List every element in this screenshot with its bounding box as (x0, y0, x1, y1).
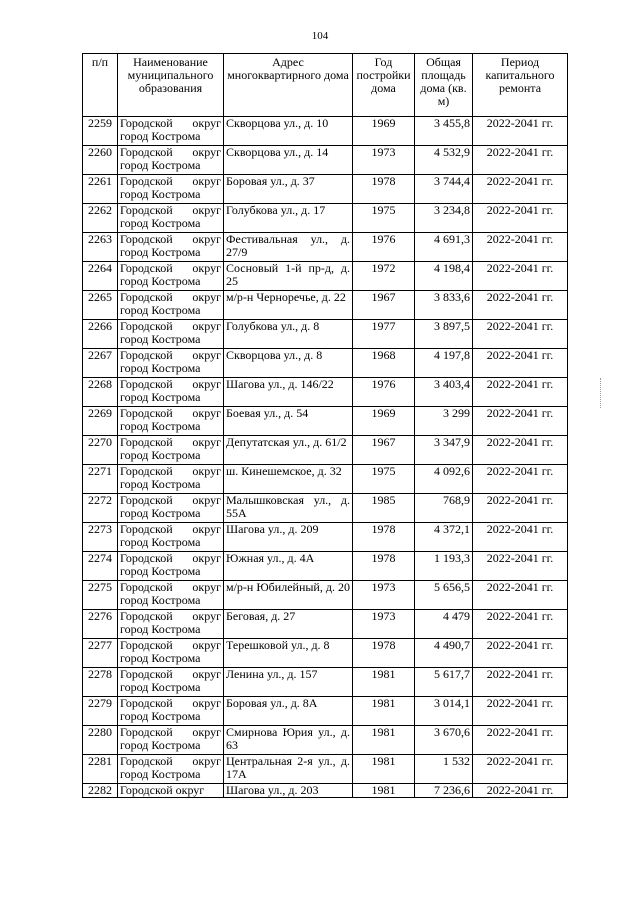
table-row (83, 175, 568, 204)
cell-period: 2022-2041 гг. (473, 552, 568, 581)
cell-period: 2022-2041 гг. (473, 436, 568, 465)
cell-period: 2022-2041 гг. (473, 726, 568, 755)
cell-address: Шагова ул., д. 209 (224, 523, 353, 552)
cell-num: 2277 (83, 639, 118, 668)
cell-period: 2022-2041 гг. (473, 465, 568, 494)
cell-year: 1985 (353, 494, 415, 523)
cell-num: 2262 (83, 204, 118, 233)
cell-municipality: Городской округ (118, 784, 224, 798)
cell-year: 1976 (353, 378, 415, 407)
cell-area: 4 372,1 (415, 523, 473, 552)
cell-num: 2263 (83, 233, 118, 262)
cell-area: 7 236,6 (415, 784, 473, 798)
cell-municipality: Городской округ город Кострома (118, 436, 224, 465)
cell-municipality: Городской округ город Кострома (118, 697, 224, 726)
cell-year: 1968 (353, 349, 415, 378)
cell-area: 3 014,1 (415, 697, 473, 726)
cell-area: 3 299 (415, 407, 473, 436)
cell-year: 1969 (353, 407, 415, 436)
table-row (83, 262, 568, 291)
table-row (83, 117, 568, 146)
cell-address: Депутатская ул., д. 61/2 (224, 436, 353, 465)
header-num: п/п (83, 54, 118, 117)
cell-area: 4 197,8 (415, 349, 473, 378)
table-row (83, 639, 568, 668)
table-row (83, 291, 568, 320)
cell-address: Шагова ул., д. 203 (224, 784, 353, 798)
cell-year: 1973 (353, 610, 415, 639)
cell-period: 2022-2041 гг. (473, 610, 568, 639)
cell-year: 1975 (353, 204, 415, 233)
table-row (83, 436, 568, 465)
cell-municipality: Городской округ город Кострома (118, 610, 224, 639)
table-row (83, 494, 568, 523)
cell-period: 2022-2041 гг. (473, 784, 568, 798)
cell-address: Боевая ул., д. 54 (224, 407, 353, 436)
cell-municipality: Городской округ город Кострома (118, 378, 224, 407)
cell-year: 1967 (353, 291, 415, 320)
page-number: 104 (311, 30, 329, 42)
cell-area: 3 897,5 (415, 320, 473, 349)
cell-period: 2022-2041 гг. (473, 668, 568, 697)
cell-year: 1972 (353, 262, 415, 291)
cell-period: 2022-2041 гг. (473, 494, 568, 523)
cell-address: Сосновый 1-й пр-д, д. 25 (224, 262, 353, 291)
cell-num: 2265 (83, 291, 118, 320)
cell-municipality: Городской округ город Кострома (118, 668, 224, 697)
cell-area: 1 532 (415, 755, 473, 784)
cell-num: 2270 (83, 436, 118, 465)
cell-area: 3 744,4 (415, 175, 473, 204)
cell-year: 1981 (353, 755, 415, 784)
cell-area: 3 403,4 (415, 378, 473, 407)
cell-num: 2259 (83, 117, 118, 146)
cell-year: 1969 (353, 117, 415, 146)
cell-address: м/р-н Черноречье, д. 22 (224, 291, 353, 320)
cell-num: 2276 (83, 610, 118, 639)
cell-municipality: Городской округ город Кострома (118, 291, 224, 320)
cell-num: 2282 (83, 784, 118, 798)
cell-address: Скворцова ул., д. 8 (224, 349, 353, 378)
cell-num: 2281 (83, 755, 118, 784)
cell-address: ш. Кинешемское, д. 32 (224, 465, 353, 494)
cell-municipality: Городской округ город Кострома (118, 494, 224, 523)
header-address: Адрес многоквартирного дома (224, 54, 353, 117)
cell-address: Боровая ул., д. 37 (224, 175, 353, 204)
cell-municipality: Городской округ город Кострома (118, 407, 224, 436)
cell-year: 1978 (353, 523, 415, 552)
cell-year: 1977 (353, 320, 415, 349)
cell-num: 2266 (83, 320, 118, 349)
cell-year: 1981 (353, 784, 415, 798)
cell-year: 1978 (353, 639, 415, 668)
table-row (83, 755, 568, 784)
cell-address: Фестивальная ул., д. 27/9 (224, 233, 353, 262)
cell-address: Скворцова ул., д. 14 (224, 146, 353, 175)
cell-period: 2022-2041 гг. (473, 291, 568, 320)
table-row (83, 523, 568, 552)
cell-num: 2261 (83, 175, 118, 204)
cell-area: 1 193,3 (415, 552, 473, 581)
table-row (83, 349, 568, 378)
cell-municipality: Городской округ город Кострома (118, 146, 224, 175)
cell-area: 768,9 (415, 494, 473, 523)
cell-address: Голубкова ул., д. 8 (224, 320, 353, 349)
header-year: Год постройки дома (353, 54, 415, 117)
cell-num: 2268 (83, 378, 118, 407)
cell-address: Ленина ул., д. 157 (224, 668, 353, 697)
cell-address: Малышковская ул., д. 55А (224, 494, 353, 523)
cell-address: Беговая, д. 27 (224, 610, 353, 639)
cell-address: Шагова ул., д. 146/22 (224, 378, 353, 407)
cell-num: 2279 (83, 697, 118, 726)
cell-period: 2022-2041 гг. (473, 262, 568, 291)
cell-municipality: Городской округ город Кострома (118, 117, 224, 146)
cell-area: 5 656,5 (415, 581, 473, 610)
cell-num: 2267 (83, 349, 118, 378)
cell-area: 3 455,8 (415, 117, 473, 146)
cell-address: Центральная 2-я ул., д. 17А (224, 755, 353, 784)
cell-municipality: Городской округ город Кострома (118, 552, 224, 581)
cell-period: 2022-2041 гг. (473, 204, 568, 233)
cell-address: Южная ул., д. 4А (224, 552, 353, 581)
cell-num: 2271 (83, 465, 118, 494)
cell-period: 2022-2041 гг. (473, 349, 568, 378)
cell-area: 3 670,6 (415, 726, 473, 755)
cell-municipality: Городской округ город Кострома (118, 465, 224, 494)
cell-period: 2022-2041 гг. (473, 407, 568, 436)
cell-year: 1981 (353, 697, 415, 726)
cell-num: 2273 (83, 523, 118, 552)
cell-municipality: Городской округ город Кострома (118, 233, 224, 262)
cell-year: 1978 (353, 552, 415, 581)
cell-period: 2022-2041 гг. (473, 320, 568, 349)
cell-area: 3 234,8 (415, 204, 473, 233)
cell-municipality: Городской округ город Кострома (118, 726, 224, 755)
cell-area: 4 691,3 (415, 233, 473, 262)
header-area: Общая площадь дома (кв. м) (415, 54, 473, 117)
cell-period: 2022-2041 гг. (473, 175, 568, 204)
cell-period: 2022-2041 гг. (473, 117, 568, 146)
cell-period: 2022-2041 гг. (473, 233, 568, 262)
cell-address: Смирнова Юрия ул., д. 63 (224, 726, 353, 755)
cell-municipality: Городской округ город Кострома (118, 755, 224, 784)
table-row (83, 552, 568, 581)
cell-municipality: Городской округ город Кострома (118, 262, 224, 291)
cell-period: 2022-2041 гг. (473, 146, 568, 175)
cell-address: Голубкова ул., д. 17 (224, 204, 353, 233)
table-row (83, 233, 568, 262)
cell-municipality: Городской округ город Кострома (118, 581, 224, 610)
table-row (83, 610, 568, 639)
cell-period: 2022-2041 гг. (473, 697, 568, 726)
table-row (83, 784, 568, 798)
cell-municipality: Городской округ город Кострома (118, 320, 224, 349)
cell-municipality: Городской округ город Кострома (118, 349, 224, 378)
cell-address: Боровая ул., д. 8А (224, 697, 353, 726)
cell-num: 2275 (83, 581, 118, 610)
table-row (83, 726, 568, 755)
cell-num: 2260 (83, 146, 118, 175)
cell-municipality: Городской округ город Кострома (118, 175, 224, 204)
cell-num: 2278 (83, 668, 118, 697)
cell-municipality: Городской округ город Кострома (118, 204, 224, 233)
cell-year: 1978 (353, 175, 415, 204)
table-row (83, 204, 568, 233)
cell-year: 1981 (353, 726, 415, 755)
cell-area: 4 198,4 (415, 262, 473, 291)
cell-area: 4 532,9 (415, 146, 473, 175)
table-header-row (83, 54, 568, 117)
table-row (83, 697, 568, 726)
cell-municipality: Городской округ город Кострома (118, 639, 224, 668)
cell-address: Терешковой ул., д. 8 (224, 639, 353, 668)
header-municipality: Наименование муниципального образования (118, 54, 224, 117)
scan-artifact-mark (600, 378, 602, 408)
cell-period: 2022-2041 гг. (473, 755, 568, 784)
cell-period: 2022-2041 гг. (473, 523, 568, 552)
cell-period: 2022-2041 гг. (473, 639, 568, 668)
cell-year: 1973 (353, 581, 415, 610)
cell-year: 1967 (353, 436, 415, 465)
cell-year: 1975 (353, 465, 415, 494)
table-row (83, 581, 568, 610)
cell-area: 4 479 (415, 610, 473, 639)
table-row (83, 668, 568, 697)
table-row (83, 146, 568, 175)
cell-num: 2272 (83, 494, 118, 523)
cell-period: 2022-2041 гг. (473, 581, 568, 610)
cell-municipality: Городской округ город Кострома (118, 523, 224, 552)
table-row (83, 378, 568, 407)
cell-num: 2280 (83, 726, 118, 755)
table-row (83, 407, 568, 436)
cell-area: 4 490,7 (415, 639, 473, 668)
cell-year: 1973 (353, 146, 415, 175)
header-period: Период капитального ремонта (473, 54, 568, 117)
cell-area: 3 347,9 (415, 436, 473, 465)
cell-area: 4 092,6 (415, 465, 473, 494)
housing-registry-table (82, 53, 568, 798)
cell-area: 3 833,6 (415, 291, 473, 320)
table-row (83, 320, 568, 349)
cell-num: 2274 (83, 552, 118, 581)
cell-year: 1981 (353, 668, 415, 697)
cell-period: 2022-2041 гг. (473, 378, 568, 407)
cell-year: 1976 (353, 233, 415, 262)
cell-address: м/р-н Юбилейный, д. 20 (224, 581, 353, 610)
cell-num: 2269 (83, 407, 118, 436)
cell-num: 2264 (83, 262, 118, 291)
table-row (83, 465, 568, 494)
cell-address: Скворцова ул., д. 10 (224, 117, 353, 146)
cell-area: 5 617,7 (415, 668, 473, 697)
